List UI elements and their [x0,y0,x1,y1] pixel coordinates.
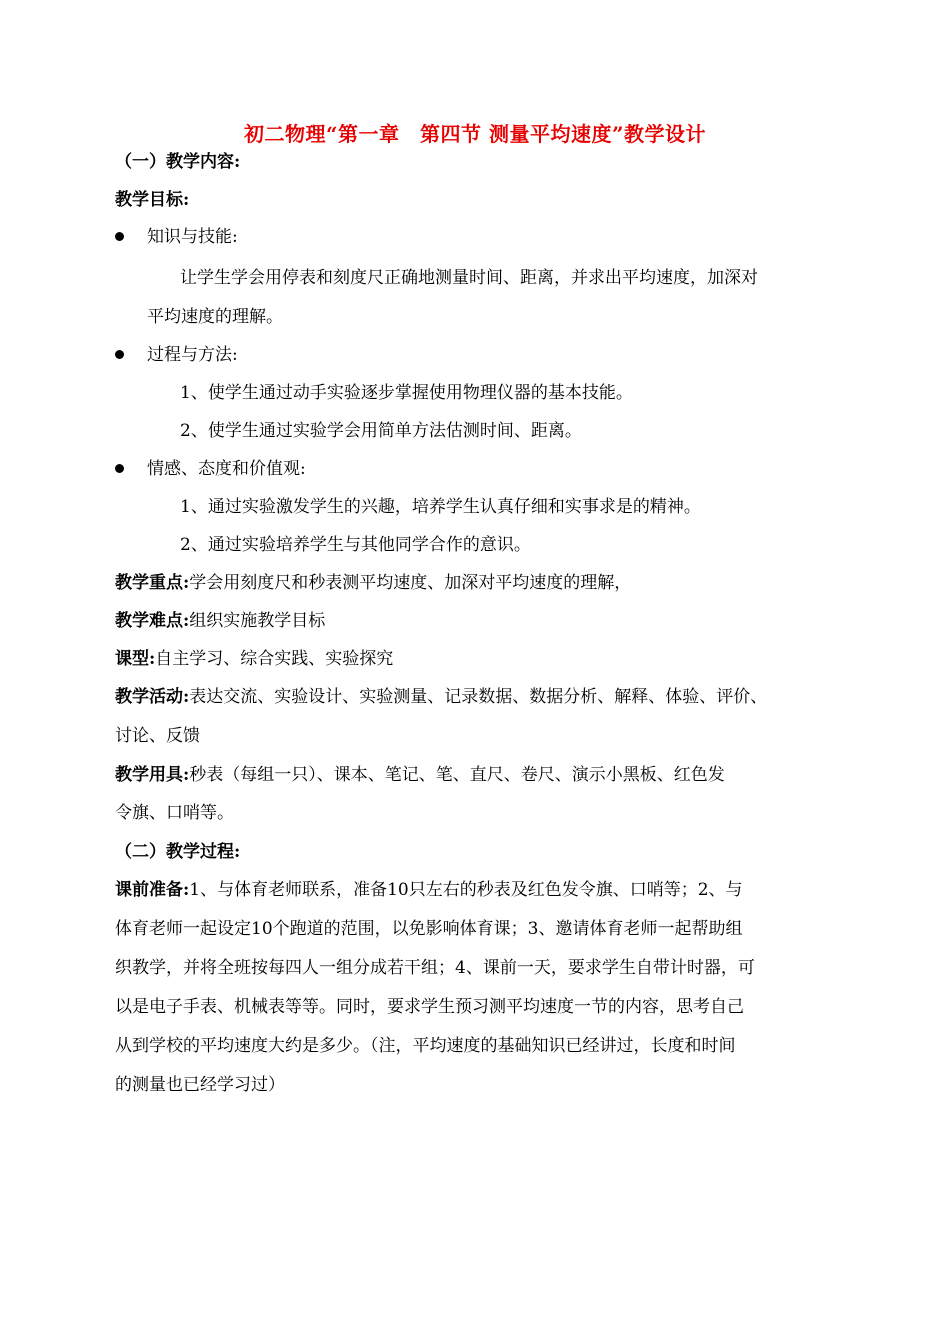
key-point-row [115,571,631,595]
emotion-item: 1、通过实验激发学生的兴趣，培养学生认真仔细和实事求是的精神。 [180,497,701,517]
bullet-icon [115,350,124,359]
process-label: 过程与方法: [147,345,238,365]
bullet-icon [115,232,124,241]
difficulty-label: 教学难点: [115,611,190,631]
difficulty-text: 组织实施教学目标 [189,611,326,631]
process-item: 2、使学生通过实验学会用简单方法估测时间、距离。 [180,421,582,441]
tools-text-cont: 令旗、口哨等。 [115,803,234,823]
activities-label: 教学活动: [115,687,190,707]
prep-row [115,878,743,902]
emotion-label: 情感、态度和价值观: [147,459,306,479]
activities-row [115,685,767,709]
tools-row [115,763,725,787]
tools-label: 教学用具: [115,765,190,785]
knowledge-label: 知识与技能: [147,227,238,247]
lesson-type-text: 自主学习、综合实践、实验探究 [155,649,394,669]
prep-text-line: 的测量也已经学习过） [115,1075,285,1095]
prep-text-line: 体育老师一起设定10个跑道的范围，以免影响体育课；3、邀请体育老师一起帮助组 [115,919,743,939]
emotion-item: 2、通过实验培养学生与其他同学合作的意识。 [180,535,531,555]
knowledge-text-line: 让学生学会用停表和刻度尺正确地测量时间、距离，并求出平均速度，加深对 [180,268,758,288]
lesson-type-row [115,647,393,671]
prep-label: 课前准备: [115,880,190,900]
prep-text-line: 从到学校的平均速度大约是多少。（注，平均速度的基础知识已经讲过，长度和时间 [115,1036,736,1056]
lesson-type-label: 课型: [115,649,156,669]
tools-text: 秒表（每组一只）、课本、笔记、笔、直尺、卷尺、演示小黑板、红色发 [189,765,725,785]
objectives-heading: 教学目标: [115,190,190,210]
section-heading-process: （二）教学过程: [115,842,241,862]
section-heading-content: （一）教学内容: [115,152,241,172]
prep-text-line: 织教学，并将全班按每四人一组分成若干组；4、课前一天，要求学生自带计时器，可 [115,958,755,978]
activities-text-cont: 讨论、反馈 [115,726,200,746]
key-point-label: 教学重点: [115,573,190,593]
key-point-text: 学会用刻度尺和秒表测平均速度、加深对平均速度的理解， [189,573,632,593]
document-title: 初二物理“第一章 第四节 测量平均速度”教学设计 [244,122,706,146]
difficulty-row [115,609,325,633]
knowledge-text-line: 平均速度的理解。 [147,307,283,327]
process-item: 1、使学生通过动手实验逐步掌握使用物理仪器的基本技能。 [180,383,633,403]
bullet-icon [115,464,124,473]
prep-text: 1、与体育老师联系，准备10只左右的秒表及红色发令旗、口哨等；2、与 [189,880,743,900]
activities-text: 表达交流、实验设计、实验测量、记录数据、数据分析、解释、体验、评价、 [189,687,768,707]
prep-text-line: 以是电子手表、机械表等等。同时，要求学生预习测平均速度一节的内容，思考自己 [115,997,744,1017]
